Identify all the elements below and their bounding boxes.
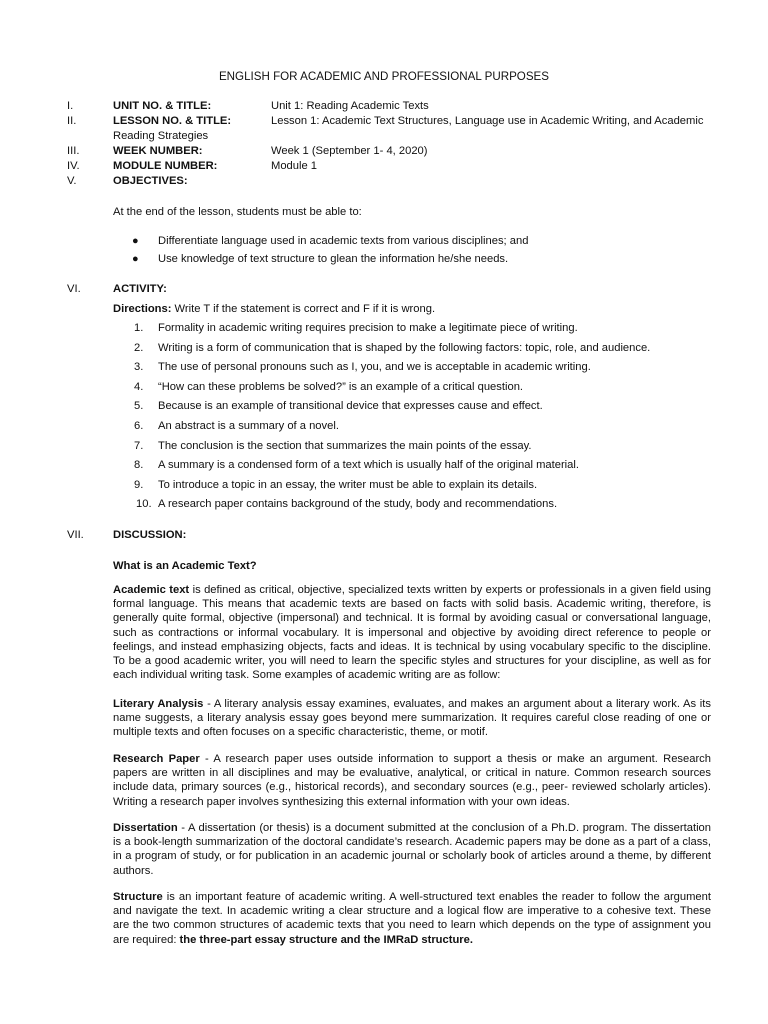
item-number: 7. bbox=[134, 439, 144, 452]
item-text: To introduce a topic in an essay, the writer must be able to explain its details. bbox=[158, 478, 538, 491]
document-title: ENGLISH FOR ACADEMIC AND PROFESSIONAL PURPOSES bbox=[218, 70, 550, 83]
header-label: MODULE NUMBER: bbox=[113, 160, 218, 172]
list-item bbox=[134, 497, 734, 517]
header-num: II. bbox=[67, 115, 77, 127]
list-item bbox=[134, 399, 734, 419]
bullet-icon: ● bbox=[132, 253, 139, 266]
directions-text: Write T if the statement is correct and F if it is wrong. bbox=[171, 303, 436, 315]
header-num: V. bbox=[67, 175, 77, 187]
paragraph-term: Dissertation bbox=[113, 822, 178, 834]
activity-directions bbox=[113, 302, 713, 316]
discussion-subheading: What is an Academic Text? bbox=[113, 560, 257, 572]
list-item bbox=[134, 439, 734, 459]
header-value: Module 1 bbox=[271, 160, 318, 172]
paragraph-body: is defined as critical, objective, specialized texts written by experts or professionals in a given field using formal language. This means that academic texts are based on facts with solid basis. Academic writing, therefore, is generally quite formal, objective (impersonal) and technical. It is formal by avoiding casual or conversational language, such as contractions or informal vocabulary. It is impersonal and objective by avoiding direct reference to people or feelings, and instead emphasizing objects, facts and ideas. It is technical by using vocabulary specific to the discipline. To be a good academic writer, you will need to learn the specific styles and structures for your discipline, as well as for each individual writing task. Some examples of academic writing are as follow: bbox=[113, 584, 711, 682]
activity-num: VI. bbox=[67, 283, 81, 295]
list-item bbox=[134, 478, 734, 498]
paragraph-body: - A dissertation (or thesis) is a document submitted at the conclusion of a Ph.D. program. The dissertation is a book-length summarization of the doctoral candidate’s research. Academic papers may be done as a part of a class, in a program of study, or for publication in an academic journal or scholarly book of articles around a theme, by different authors. bbox=[113, 822, 711, 877]
list-item bbox=[132, 252, 722, 266]
header-label: WEEK NUMBER: bbox=[113, 145, 203, 157]
header-label: LESSON NO. & TITLE: bbox=[113, 115, 232, 127]
item-text: Because is an example of transitional device that expresses cause and effect. bbox=[158, 400, 543, 413]
header-value: Week 1 (September 1- 4, 2020) bbox=[271, 145, 428, 157]
item-number: 9. bbox=[134, 478, 144, 491]
bullet-icon: ● bbox=[132, 235, 139, 247]
header-value: Unit 1: Reading Academic Texts bbox=[271, 100, 429, 112]
list-item bbox=[134, 341, 734, 361]
header-label: OBJECTIVES: bbox=[113, 175, 188, 187]
paragraph-body: - A literary analysis essay examines, evaluates, and makes an argument about a literary work. As its name suggests, a literary analysis essay goes beyond mere summarization. It requires careful close reading of one or multiple texts and often focuses on a specific characteristic, theme, or motif. bbox=[113, 698, 711, 739]
discussion-heading: DISCUSSION: bbox=[113, 529, 187, 541]
activity-heading: ACTIVITY: bbox=[113, 283, 167, 295]
header-label: UNIT NO. & TITLE: bbox=[113, 100, 212, 112]
paragraph-academic-text bbox=[113, 583, 711, 682]
list-item bbox=[134, 380, 734, 400]
item-number: 4. bbox=[134, 380, 144, 393]
item-text: An abstract is a summary of a novel. bbox=[158, 419, 339, 432]
item-text: “How can these problems be solved?” is an example of a critical question. bbox=[158, 380, 524, 393]
header-num: IV. bbox=[67, 160, 80, 172]
paragraph-body: - A research paper uses outside information to support a thesis or make an argument. Research papers are written in all disciplines and may be evaluative, analytical, or critical in nature. Common research sources include data, primary sources (e.g., historical records), and secondary sources (e.g., peer- reviewed scholarly articles). Writing a research paper involves synthesizing this external information with your own ideas. bbox=[113, 753, 711, 808]
paragraph-structure bbox=[113, 890, 711, 947]
item-text: Formality in academic writing requires precision to make a legitimate piece of writing. bbox=[158, 322, 578, 334]
discussion-num: VII. bbox=[67, 529, 84, 541]
activity-items bbox=[134, 321, 734, 517]
directions-label: Directions: bbox=[113, 303, 172, 315]
header-num: III. bbox=[67, 145, 80, 157]
item-number: 10. bbox=[136, 498, 152, 511]
header-value: Lesson 1: Academic Text Structures, Language use in Academic Writing, and Academic bbox=[271, 115, 704, 127]
paragraph-term: Academic text bbox=[113, 584, 190, 596]
item-text: Writing is a form of communication that is shaped by the following factors: topic, role, and audience. bbox=[158, 341, 651, 354]
header-value-wrap: Reading Strategies bbox=[113, 130, 209, 142]
paragraph-emphasis: the three-part essay structure and the IMRaD structure. bbox=[179, 933, 473, 946]
paragraph-research-paper bbox=[113, 752, 711, 809]
item-text: A research paper contains background of the study, body and recommendations. bbox=[158, 498, 558, 511]
item-number: 6. bbox=[134, 419, 144, 432]
item-number: 2. bbox=[134, 341, 144, 354]
item-number: 1. bbox=[134, 322, 144, 334]
item-number: 3. bbox=[134, 361, 144, 374]
list-item bbox=[134, 321, 734, 341]
list-item-text: Differentiate language used in academic texts from various disciplines; and bbox=[158, 235, 529, 247]
paragraph-term: Literary Analysis bbox=[113, 698, 204, 710]
header-num: I. bbox=[67, 100, 74, 112]
item-text: The conclusion is the section that summarizes the main points of the essay. bbox=[158, 439, 532, 452]
paragraph-literary-analysis bbox=[113, 697, 711, 740]
list-item bbox=[134, 458, 734, 478]
objectives-list bbox=[132, 234, 722, 270]
list-item bbox=[134, 419, 734, 439]
paragraph-body: is an important feature of academic writing. A well-structured text enables the reader to follow the argument and navigate the text. In academic writing a clear structure and a logical flow are imperative to a cohesive text. These are the two common structures of academic texts that you need to learn which depends on the type of assignment you are required: bbox=[113, 891, 711, 946]
paragraph-term: Structure bbox=[113, 891, 163, 903]
list-item-text: Use knowledge of text structure to glean the information he/she needs. bbox=[158, 253, 509, 266]
item-text: The use of personal pronouns such as I, you, and we is acceptable in academic writing. bbox=[158, 361, 591, 374]
paragraph-term: Research Paper bbox=[113, 753, 200, 765]
objectives-intro: At the end of the lesson, students must be able to: bbox=[113, 206, 362, 218]
list-item bbox=[132, 234, 722, 248]
item-number: 5. bbox=[134, 400, 144, 413]
item-text: A summary is a condensed form of a text which is usually half of the original material. bbox=[158, 459, 579, 472]
list-item bbox=[134, 360, 734, 380]
paragraph-dissertation bbox=[113, 821, 711, 878]
item-number: 8. bbox=[134, 459, 144, 472]
